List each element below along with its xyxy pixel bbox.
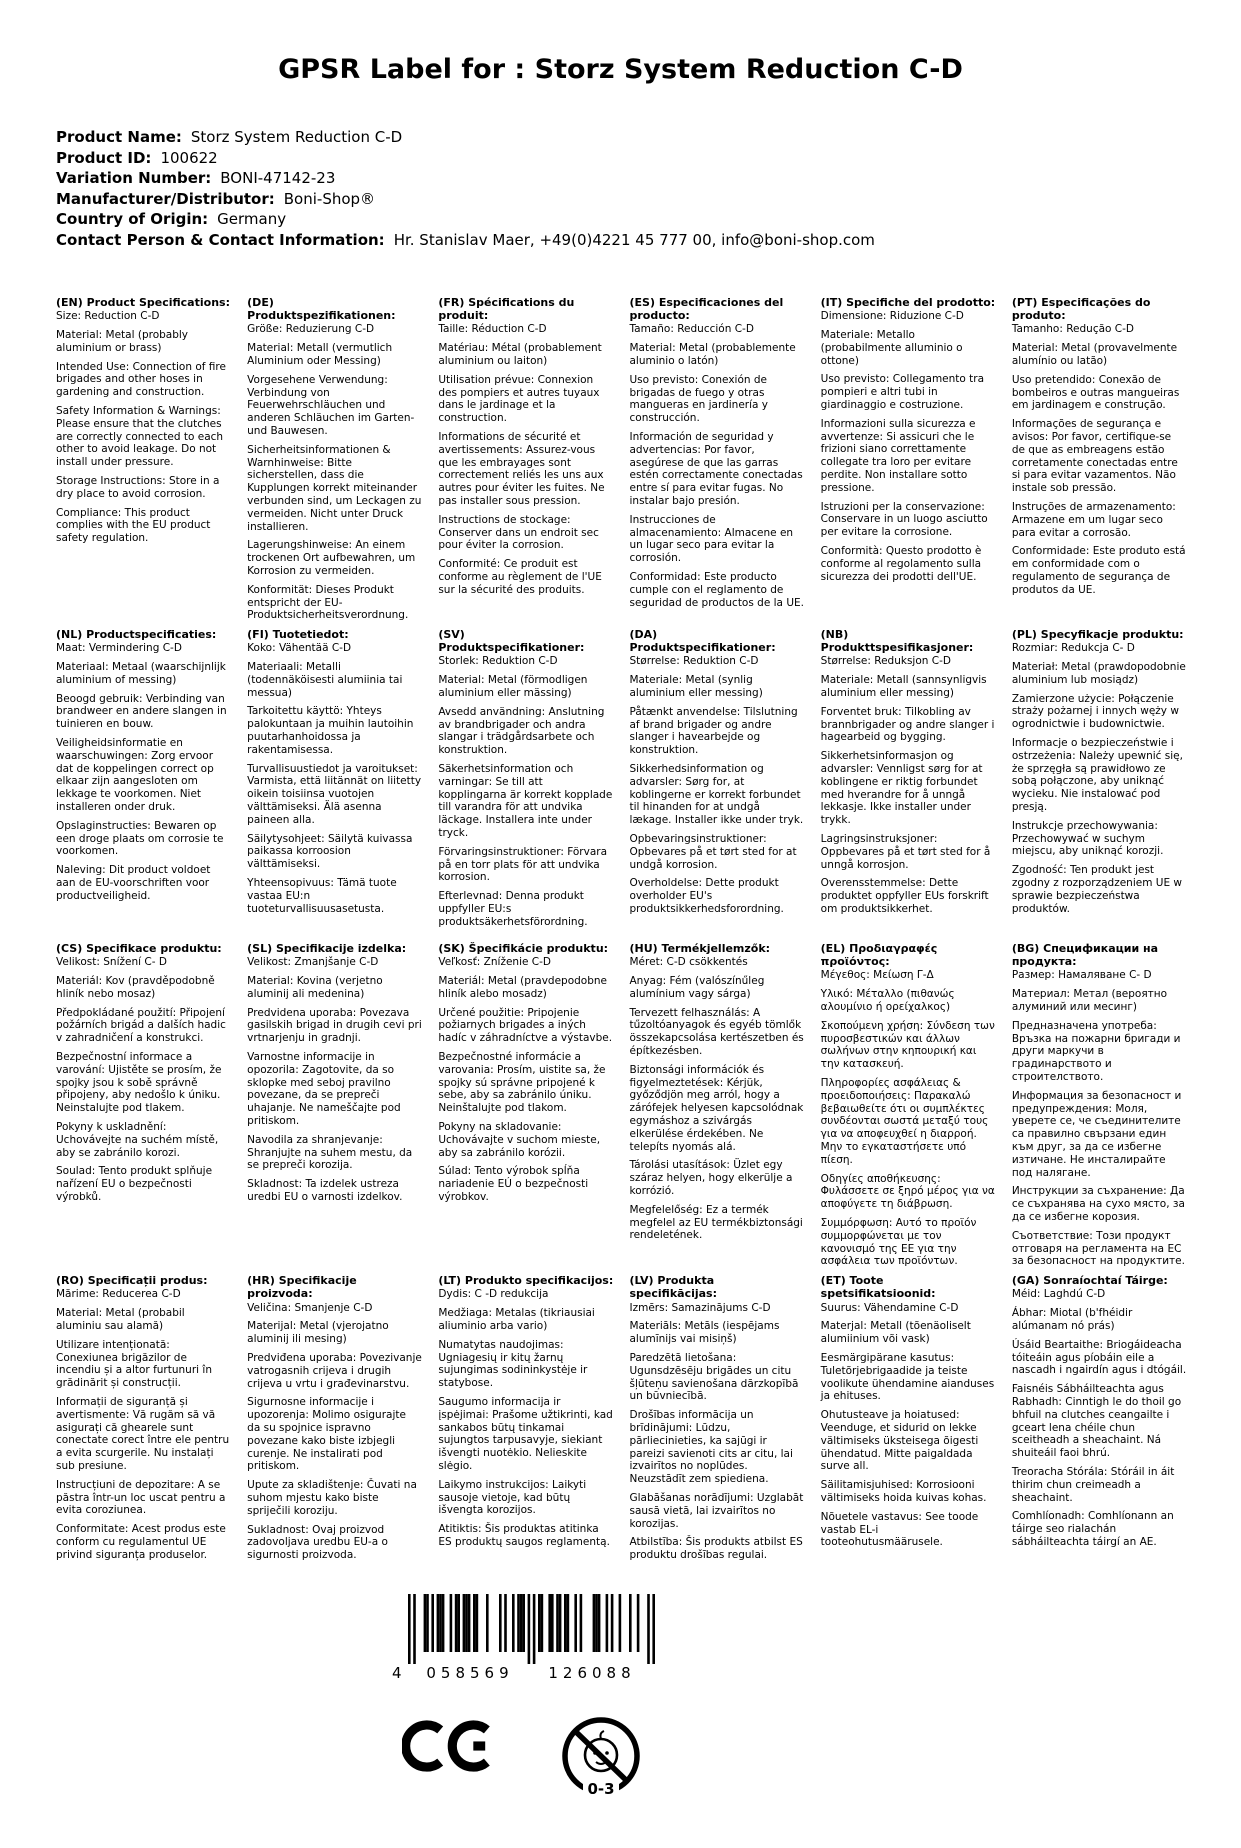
spec-paragraph: Tárolási utasítások: Üzlet egy száraz helyen, hogy elkerülje a korrózió. — [629, 1159, 793, 1198]
spec-paragraph: Materiāls: Metāls (iespējams alumīnijs vai misiņš) — [629, 1320, 780, 1346]
language-block-pt — [1012, 296, 1187, 603]
language-block-title: (HU) Termékjellemzők: — [629, 942, 771, 956]
spec-paragraph: Materiál: Kov (pravděpodobně hliník nebo mosaz) — [56, 975, 215, 1000]
spec-paragraph: Izmērs: Samazinājums C-D — [629, 1301, 771, 1314]
language-block-sk — [438, 942, 613, 1210]
spec-paragraph: Upute za skladištenje: Čuvati na suhom mjestu kako biste spriječili koroziju. — [247, 1479, 417, 1517]
spec-paragraph: Úsáid Beartaithe: Briogáideacha tóiteáin agus píobáin eile a nascadh i ngairdín agus i dtógáil. — [1011, 1338, 1187, 1377]
spec-paragraph: Istruzioni per la conservazione: Conservare in un luogo asciutto per evitare la corrosione. — [820, 500, 988, 539]
product-info-row — [56, 189, 1241, 210]
spec-paragraph: Bezpečnostní informace a varování: Ujistěte se prosím, že spojky jsou k sobě správně připojeny, aby nedošlo k úniku. Neinstalujte pod tlakem. — [56, 1051, 222, 1115]
spec-paragraph: Overholdelse: Dette produkt overholder EU's produktsikkerhedsforordning. — [629, 877, 784, 916]
language-block-title: (LT) Produkto specifikacijos: — [438, 1274, 614, 1288]
spec-paragraph: Съответствие: Този продукт отговаря на регламента на ЕС за безопасност на продуктите. — [1011, 1229, 1185, 1268]
spec-paragraph: Comhlíonadh: Comhlíonann an táirge seo rialachán sábháilteachta táirgí an AE. — [1011, 1510, 1174, 1548]
spec-paragraph: Sigurnosne informacije i upozorenja: Molimo osigurajte da su spojnice ispravno povezane kako biste izbjegli curenje. Ne instalirati pod pritiskom. — [247, 1396, 406, 1473]
spec-paragraph: Größe: Reduzierung C-D — [247, 323, 375, 336]
language-block-title: (LV) Produkta specifikācijas: — [629, 1274, 717, 1301]
spec-paragraph: Materijal: Metal (vjerojatno aluminij ili mesing) — [247, 1320, 389, 1346]
spec-paragraph: Nõuetele vastavus: See toode vastab EL-i tooteohutusmäärusele. — [820, 1510, 979, 1549]
spec-paragraph: Velikost: Snížení C- D — [56, 956, 167, 969]
language-block-da — [630, 628, 805, 922]
spec-paragraph: Instrucciones de almacenamiento: Almacene en un lugar seco para evitar la corrosión. — [629, 513, 794, 565]
spec-paragraph: Súlad: Tento výrobok spĺňa nariadenie EÚ o bezpečnosti výrobkov. — [438, 1165, 589, 1204]
spec-paragraph: Beoogd gebruik: Verbinding van brandweer en andere slangen in tuinieren en bouw. — [56, 692, 227, 731]
language-block-lt — [438, 1274, 613, 1555]
spec-paragraph: Pokyny na skladovanie: Uchovávajte v suchom mieste, aby sa zabránilo korózii. — [438, 1121, 601, 1159]
language-block-lv — [630, 1274, 805, 1568]
spec-paragraph: Skladnost: Ta izdelek ustreza uredbi EU o varnosti izdelkov. — [247, 1178, 403, 1204]
language-block-nl — [56, 628, 231, 909]
language-block-title: (PT) Especificações do produto: — [1011, 296, 1151, 323]
product-info-row — [56, 209, 1241, 230]
spec-paragraph: Informations de sécurité et avertissements: Assurez-vous que les embrayages sont correctement reliés les uns aux autres pour éviter les fuites. Ne pas installer sous pression. — [438, 430, 605, 507]
language-block-title: (SK) Špecifikácie produktu: — [438, 942, 609, 956]
spec-paragraph: Intended Use: Connection of fire brigades and other hoses in gardening and construction. — [56, 360, 226, 399]
spec-paragraph: Predvidena uporaba: Povezava gasilskih brigad in drugih cevi pri vrtnarjenju in gradnji. — [247, 1006, 422, 1045]
spec-paragraph: Säilitamisjuhised: Korrosiooni vältimiseks hoida kuivas kohas. — [820, 1479, 987, 1504]
spec-paragraph: Sukladnost: Ovaj proizvod zadovoljava uredbu EU-a o sigurnosti proizvoda. — [247, 1523, 388, 1562]
spec-paragraph: Påtænkt anvendelse: Tilslutning af brand brigader og andre slanger i havearbejde og konstruktion. — [629, 705, 798, 757]
spec-paragraph: Uso previsto: Collegamento tra pompieri e altri tubi in giardinaggio e costruzione. — [820, 373, 985, 411]
spec-paragraph: Materiál: Metal (pravdepodobne hliník alebo mosadz) — [438, 975, 607, 1000]
product-info-value: BONI-47142-23 — [220, 169, 336, 187]
spec-paragraph: Material: Kovina (verjetno aluminij ali medenina) — [247, 975, 383, 1000]
spec-paragraph: Vorgesehene Verwendung: Verbindung von Feuerwehrschläuchen und anderen Schläuchen im Garten- und Bauwesen. — [247, 373, 415, 437]
spec-paragraph: Materiaali: Metalli (todennäköisesti alumiinia tai messua) — [247, 661, 403, 699]
spec-paragraph: Συμμόρφωση: Αυτό το προϊόν συμμορφώνεται με τον κανονισμό της ΕΕ για την ασφάλεια των προϊόντων. — [820, 1217, 977, 1268]
language-block-hr — [247, 1274, 422, 1568]
spec-paragraph: Μέγεθος: Μείωση Γ-Δ — [820, 969, 934, 982]
language-block-title: (NL) Productspecificaties: — [56, 628, 217, 642]
spec-paragraph: Megfelelőség: Ez a termék megfelel az EU termékbiztonsági rendeletének. — [629, 1203, 803, 1242]
spec-paragraph: Utilizare intenționată: Conexiunea brigăzilor de incendiu și a altor furtunuri în grădinărit și construcții. — [56, 1338, 212, 1390]
spec-paragraph: Tervezett felhasználás: A tűzoltóanyagok és egyéb tömlők összekapcsolása kertészetben és építkezésben. — [629, 1006, 804, 1058]
spec-paragraph: Conformidade: Este produto está em conformidade com o regulamento de segurança de produtos da UE. — [1011, 545, 1186, 596]
spec-paragraph: Soulad: Tento produkt splňuje nařízení EU o bezpečnosti výrobků. — [56, 1165, 213, 1204]
language-block-title: (EN) Product Specifications: — [56, 296, 230, 309]
spec-paragraph: Sikkerhedsinformation og advarsler: Sørg for, at koblingerne er korrekt forbundet til hinanden for at undgå lækage. Installer ikke under tryk. — [629, 763, 804, 827]
language-block-ro — [56, 1274, 231, 1567]
spec-paragraph: Koko: Vähentää C-D — [247, 642, 352, 655]
spec-paragraph: Материал: Метал (вероятно алуминий или месинг) — [1011, 988, 1168, 1014]
product-info-label: Variation Number: — [56, 169, 212, 187]
spec-paragraph: Materjal: Metall (tõenäoliselt alumiinium või vask) — [820, 1320, 971, 1346]
language-block-pl — [1012, 628, 1187, 921]
age-warning-label: 0-3 — [587, 1780, 615, 1799]
spec-paragraph: Glabāšanas norādījumi: Uzglabāt sausā vietā, lai izvairītos no korozijas. — [629, 1491, 804, 1530]
product-info-label: Product Name: — [56, 128, 182, 146]
product-info-label: Contact Person & Contact Information: — [56, 230, 385, 249]
spec-paragraph: Conformidad: Este producto cumple con el reglamento de seguridad de productos de la UE. — [629, 570, 804, 609]
spec-paragraph: Materiale: Metallo (probabilmente alluminio o ottone) — [820, 328, 963, 367]
spec-paragraph: Storlek: Reduktion C-D — [438, 655, 558, 668]
age-warning-0-3-icon — [560, 1714, 642, 1800]
spec-paragraph: Veiligheidsinformatie en waarschuwingen: Zorg ervoor dat de koppelingen correct op elkaar zijn aangesloten om lekkage te voorkomen. Niet installeren onder druk. — [56, 737, 214, 814]
spec-paragraph: Méret: C-D csökkentés — [629, 956, 748, 969]
spec-paragraph: Yhteensopivuus: Tämä tuote vastaa EU:n tuoteturvallisuusasetusta. — [247, 877, 397, 915]
product-info — [56, 127, 1241, 250]
spec-paragraph: Materiale: Metal (synlig aluminium eller messing) — [629, 674, 763, 700]
product-info-label: Country of Origin: — [56, 210, 209, 228]
spec-paragraph: Materiale: Metall (sannsynligvis aluminium eller messing) — [820, 674, 987, 700]
spec-paragraph: Uso pretendido: Conexão de bombeiros e outras mangueiras em jardinagem e construção. — [1011, 373, 1180, 412]
language-block-ga — [1012, 1274, 1187, 1555]
spec-paragraph: Instrukcje przechowywania: Przechowywać w suchym miejscu, aby uniknąć korozji. — [1011, 819, 1164, 858]
spec-paragraph: Efterlevnad: Denna produkt uppfyller EU:s produktsäkerhetsförordning. — [438, 890, 588, 928]
spec-paragraph: Určené použitie: Pripojenie požiarnych brigades a iných hadíc v záhradníctve a výstavbe. — [438, 1006, 613, 1045]
compliance-marks — [402, 1714, 712, 1848]
language-block-title: (DE) Produktspezifikationen: — [247, 296, 396, 323]
spec-paragraph: Eesmärgipärane kasutus: Tuletõrjebrigaadide ja teiste voolikute ühendamine aianduses ja ehituses. — [820, 1351, 995, 1403]
spec-paragraph: Размер: Намаляване C- D — [1011, 969, 1152, 982]
language-block-cs — [56, 942, 231, 1210]
spec-paragraph: Størrelse: Reduktion C-D — [629, 655, 759, 668]
spec-paragraph: Dimensione: Riduzione C-D — [820, 310, 964, 323]
spec-paragraph: Bezpečnostné informácie a varovania: Prosím, uistite sa, že spojky sú správne pripojené k sebe, aby sa zabránilo úniku. Neinštalujte pod tlakom. — [438, 1051, 606, 1115]
spec-paragraph: Varnostne informacije in opozorila: Zagotovite, da so sklopke med seboj pravilno povezane, da se prepreči uhajanje. Ne nameščajte pod pritiskom. — [247, 1051, 401, 1128]
spec-paragraph: Ohutusteave ja hoiatused: Veenduge, et sidurid on lekke vältimiseks üksteisega õigesti ühendatud. Mitte paigaldada surve all. — [820, 1409, 979, 1473]
spec-paragraph: Utilisation prévue: Connexion des pompiers et autres tuyaux dans le jardinage et la construction. — [438, 373, 600, 425]
language-block-title: (DA) Produktspecifikationer: — [629, 628, 776, 655]
spec-paragraph: Rozmiar: Redukcja C- D — [1011, 642, 1135, 655]
footer-marks — [392, 1594, 712, 1848]
language-block-title: (NB) Produkttspesifikasjoner: — [820, 628, 974, 655]
product-info-label: Manufacturer/Distributor: — [56, 189, 275, 208]
spec-paragraph: Navodila za shranjevanje: Shranjujte na suhem mestu, da se prepreči korozija. — [247, 1133, 413, 1172]
spec-paragraph: Tarkoitettu käyttö: Yhteys palokuntaan ja muihin lautoihin puutarhanhoidossa ja rakentamisessa. — [247, 705, 414, 756]
spec-paragraph: Maat: Vermindering C-D — [56, 642, 182, 655]
spec-paragraph: Säkerhetsinformation och varningar: Se till att kopplingarna är korrekt kopplade till varandra för att undvika läckage. Installera inte under tryck. — [438, 763, 613, 840]
language-block-title: (GA) Sonraíochtaí Táirge: — [1011, 1274, 1168, 1288]
spec-paragraph: Instruções de armazenamento: Armazene em um lugar seco para evitar a corrosão. — [1011, 500, 1176, 539]
spec-paragraph: Materiaal: Metaal (waarschijnlijk aluminium of messing) — [56, 661, 226, 686]
language-block-el — [821, 942, 996, 1274]
spec-paragraph: Size: Reduction C-D — [56, 310, 160, 323]
barcode-group1: 058569 — [426, 1664, 514, 1683]
spec-paragraph: Naleving: Dit product voldoet aan de EU-voorschriften voor productveiligheid. — [56, 864, 211, 902]
spec-paragraph: Laikymo instrukcijos: Laikyti sausoje vietoje, kad būtų išvengta korozijos. — [438, 1478, 587, 1517]
spec-paragraph: Zamierzone użycie: Połączenie straży pożarnej i innych węży w ogrodnictwie i budownictwie. — [1011, 692, 1179, 731]
spec-paragraph: Anyag: Fém (valószínűleg alumínium vagy sárga) — [629, 975, 765, 1000]
spec-paragraph: Förvaringsinstruktioner: Förvara på en torr plats för att undvika korrosion. — [438, 845, 608, 884]
language-block-title: (SL) Specifikacije izdelka: — [247, 942, 407, 956]
language-block-sv — [438, 628, 613, 935]
spec-paragraph: Storage Instructions: Store in a dry place to avoid corrosion. — [56, 474, 220, 500]
language-block-de — [247, 296, 422, 628]
spec-paragraph: Overensstemmelse: Dette produktet oppfyller EUs forskrift om produktsikkerhet. — [820, 877, 989, 916]
ce-mark-icon — [402, 1714, 498, 1778]
language-block-title: (PL) Specyfikacje produktu: — [1011, 628, 1184, 642]
spec-paragraph: Taille: Réduction C-D — [438, 323, 547, 336]
language-block-title: (ET) Toote spetsifikatsioonid: — [820, 1274, 936, 1301]
spec-paragraph: Säilytysohjeet: Säilytä kuivassa paikassa korroosion välttämiseksi. — [247, 832, 413, 871]
spec-paragraph: Informații de siguranță și avertismente: Vă rugăm să vă asigurați că ghearele sunt conectate corect între ele pentru a evita scurgerile. Nu instalați sub presiune. — [56, 1395, 230, 1472]
ean-barcode — [392, 1594, 664, 1688]
language-block-hu — [630, 942, 805, 1248]
product-info-value: Boni-Shop® — [283, 189, 376, 208]
spec-paragraph: Biztonsági információk és figyelmeztetések: Kérjük, győződjön meg arról, hogy a zárófejek helyesen kapcsolódnak egymáshoz a szivárgás elkerülése érdekében. Ne telepíts nyomás alá. — [629, 1063, 804, 1153]
spec-paragraph: Paredzētā lietošana: Ugunsdzēsēju brigādes un citu šļūteņu savienošana dārzkopībā un būvniecībā. — [629, 1351, 799, 1403]
spec-paragraph: Størrelse: Reduksjon C-D — [820, 655, 951, 668]
language-block-it — [821, 296, 996, 589]
spec-paragraph: Предназначена употреба: Връзка на пожарни бригади и други маркучи в градинарството и строителството. — [1011, 1019, 1181, 1084]
spec-paragraph: Sicherheitsinformationen & Warnhinweise: Bitte sicherstellen, dass die Kupplungen korrekt miteinander verbunden sind, um Leckagen zu vermeiden. Nicht unter Druck installieren. — [247, 443, 422, 533]
spec-paragraph: Tamaño: Reducción C-D — [629, 323, 754, 336]
spec-paragraph: Material: Metall (vermutlich Aluminium oder Messing) — [247, 342, 393, 367]
spec-paragraph: Velikost: Zmanjšanje C-D — [247, 956, 379, 969]
spec-paragraph: Sikkerhetsinformasjon og advarsler: Vennligst sørg for at koblingene er riktig forbundet med hverandre for å unngå lekkasje. Ikke installer under trykk. — [820, 750, 983, 827]
spec-paragraph: Инструкции за съхранение: Да се съхранява на сухо място, за да се избегне корозия. — [1011, 1185, 1185, 1224]
spec-paragraph: Turvallisuustiedot ja varoitukset: Varmista, että liitännät on liitetty oikein toisiinsa vuotojen välttämiseksi. Älä asenna paineen alla. — [247, 762, 422, 826]
language-block-title: (SV) Produktspecifikationer: — [438, 628, 585, 655]
language-block-title: (ES) Especificaciones del producto: — [629, 296, 784, 323]
product-info-value: Hr. Stanislav Maer, +49(0)4221 45 777 00, info@boni-shop.com — [393, 230, 875, 249]
barcode-lead-digit: 4 — [392, 1664, 402, 1683]
language-block-sl — [247, 942, 422, 1210]
spec-paragraph: Predviđena uporaba: Povezivanje vatrogasnih crijeva i drugih crijeva u vrtu i građevinarstvu. — [247, 1351, 422, 1390]
product-info-row — [56, 168, 1241, 189]
product-info-row — [56, 230, 1241, 251]
spec-paragraph: Tamanho: Redução C-D — [1011, 323, 1134, 336]
spec-paragraph: Konformität: Dieses Produkt entspricht der EU-Produktsicherheitsverordnung. — [247, 583, 409, 622]
spec-paragraph: Υλικό: Μέταλλο (πιθανώς αλουμίνιο ή ορείχαλκος) — [820, 988, 955, 1014]
product-info-row — [56, 148, 1241, 169]
language-block-title: (BG) Спецификации на продукта: — [1011, 942, 1159, 969]
product-info-label: Product ID: — [56, 148, 152, 167]
spec-paragraph: Σκοπούμενη χρήση: Σύνδεση των πυροσβεστικών και άλλων σωλήνων στην κηπουρική και την κατασκευή. — [820, 1019, 995, 1071]
barcode-group2: 126088 — [548, 1664, 636, 1683]
spec-paragraph: Pokyny k uskladnění: Uchovávejte na suchém místě, aby se zabránilo korozi. — [56, 1121, 219, 1159]
language-specs-grid — [56, 296, 1187, 1588]
language-block-fi — [247, 628, 422, 921]
language-block-fr — [438, 296, 613, 603]
spec-paragraph: Lagringsinstruksjoner: Oppbevares på et tørt sted for å unngå korrosjon. — [820, 833, 991, 871]
spec-paragraph: Veličina: Smanjenje C-D — [247, 1301, 373, 1314]
spec-paragraph: Safety Information & Warnings: Please ensure that the clutches are correctly connected to each other to avoid leakage. Do not install under pressure. — [56, 404, 224, 469]
spec-paragraph: Conformité: Ce produit est conforme au règlement de l'UE sur la sécurité des produits. — [438, 558, 602, 596]
spec-paragraph: Instructions de stockage: Conserver dans un endroit sec pour éviter la corrosion. — [438, 513, 599, 552]
language-block-title: (FR) Spécifications du produit: — [438, 296, 575, 323]
language-block-title: (CS) Specifikace produktu: — [56, 942, 222, 956]
page-title: GPSR Label for : Storz System Reduction C-D — [278, 54, 963, 85]
spec-paragraph: Opbevaringsinstruktioner: Opbevares på et tørt sted for at undgå korrosion. — [629, 833, 797, 871]
spec-paragraph: Avsedd användning: Anslutning av brandbrigader och andra slangar i trädgårdsarbete och konstruktion. — [438, 705, 605, 757]
spec-paragraph: Informazioni sulla sicurezza e avvertenze: Si assicuri che le frizioni siano correttamente collegate tra loro per evitare perdite. Non installare sotto pressione. — [820, 417, 976, 494]
product-info-value: Storz System Reduction C-D — [190, 128, 403, 146]
product-info-row — [56, 127, 1241, 148]
spec-paragraph: Material: Metal (probabil aluminiu sau alamă) — [56, 1307, 185, 1332]
spec-paragraph: Información de seguridad y advertencias: Por favor, asegúrese de que las garras estén correctamente conectadas entre sí para evitar fugas. No instalar bajo presión. — [629, 430, 803, 507]
language-block-et — [821, 1274, 996, 1555]
language-block-es — [630, 296, 805, 615]
spec-paragraph: Faisnéis Sábháilteachta agus Rabhadh: Cinntigh le do thoil go bhfuil na clutches ceangailte i gceart lena chéile chun sceitheadh a sheachaint. Ná shuiteáil faoi bhrú. — [1011, 1383, 1182, 1460]
spec-paragraph: Ábhar: Miotal (b'fhéidir alúmanam nó prás) — [1011, 1307, 1133, 1332]
spec-paragraph: Předpokládané použití: Připojení požárních brigád a dalších hadic v zahradničení a konstrukci. — [56, 1006, 226, 1045]
spec-paragraph: Informações de segurança e avisos: Por favor, certifique-se de que as embreagens estão corretamente conectadas entre si para evitar vazamentos. Não instale sob pressão. — [1011, 418, 1178, 495]
spec-paragraph: Treoracha Stórála: Stóráil in áit thirim chun creimeadh a sheachaint. — [1011, 1465, 1175, 1504]
language-block-bg — [1012, 942, 1187, 1274]
language-block-nb — [821, 628, 996, 922]
spec-paragraph: Lagerungshinweise: An einem trockenen Ort aufbewahren, um Korrosion zu vermeiden. — [247, 539, 416, 577]
spec-paragraph: Zgodność: Ten produkt jest zgodny z rozporządzeniem UE w sprawie bezpieczeństwa produktów. — [1011, 864, 1183, 915]
spec-paragraph: Informacje o bezpieczeństwie i ostrzeżenia: Należy upewnić się, że sprzęgła są prawidłowo ze sobą połączone, aby uniknąć wycieku. Nie instalować pod presją. — [1011, 737, 1183, 814]
spec-paragraph: Conformità: Questo prodotto è conforme al regolamento sulla sicurezza dei prodotti dell'UE. — [820, 544, 982, 583]
product-info-value: Germany — [217, 210, 287, 228]
spec-paragraph: Material: Metal (förmodligen aluminium eller mässing) — [438, 674, 588, 700]
language-block-title: (FI) Tuotetiedot: — [247, 628, 349, 642]
spec-paragraph: Opslaginstructies: Bewaren op een droge plaats om corrosie te voorkomen. — [56, 819, 224, 858]
spec-paragraph: Instrucțiuni de depozitare: A se păstra într-un loc uscat pentru a evita coroziunea. — [56, 1478, 226, 1517]
spec-paragraph: Veľkosť: Zníženie C-D — [438, 956, 551, 969]
spec-paragraph: Πληροφορίες ασφάλειας & προειδοποιήσεις: Παρακαλώ βεβαιωθείτε ότι οι συμπλέκτες συνδέονται σωστά μεταξύ τους για να αποφευχθεί η διαρροή. Μην το εγκαταστήσετε υπό πίεση. — [820, 1077, 989, 1166]
ean-barcode-bars-icon — [392, 1594, 664, 1666]
spec-paragraph: Matériau: Métal (probablement aluminium ou laiton) — [438, 342, 602, 367]
spec-paragraph: Οδηγίες αποθήκευσης: Φυλάσσετε σε ξηρό μέρος για να αποφύγετε τη διάβρωση. — [820, 1172, 995, 1211]
spec-paragraph: Drošības informācija un brīdinājumi: Lūdzu, pārliecinieties, ka sajūgi ir pareizi savienoti cits ar citu, lai izvairītos no noplūdes. Neuzstādīt zem spiediena. — [629, 1409, 793, 1486]
spec-paragraph: Информация за безопасност и предупреждения: Моля, уверете се, че съединителите са правилно свързани един към друг, за да се избегне изтичане. Не инсталирайте под налягане. — [1011, 1089, 1182, 1179]
spec-paragraph: Forventet bruk: Tilkobling av brannbrigader og andre slanger i hagearbeid og bygging. — [820, 705, 995, 744]
spec-paragraph: Atitiktis: Šis produktas atitinka ES produktų saugos reglamentą. — [438, 1523, 610, 1548]
product-info-value: 100622 — [160, 148, 218, 167]
spec-paragraph: Dydis: C -D redukcija — [438, 1288, 549, 1301]
spec-paragraph: Material: Metal (probably aluminium or brass) — [56, 328, 189, 354]
spec-paragraph: Méid: Laghdú C-D — [1011, 1288, 1106, 1301]
spec-paragraph: Atbilstība: Šis produkts atbilst ES produktu drošības regulai. — [629, 1536, 803, 1562]
spec-paragraph: Conformitate: Acest produs este conform cu regulamentul UE privind siguranța produselor. — [56, 1523, 226, 1561]
language-block-title: (IT) Specifiche del prodotto: — [820, 296, 996, 309]
spec-paragraph: Mărime: Reducerea C-D — [56, 1288, 181, 1301]
spec-paragraph: Material: Metal (provavelmente alumínio ou latão) — [1011, 342, 1178, 367]
spec-paragraph: Materiał: Metal (prawdopodobnie aluminium lub mosiądz) — [1011, 661, 1186, 686]
spec-paragraph: Compliance: This product complies with the EU product safety regulation. — [56, 506, 211, 545]
language-block-title: (HR) Specifikacije proizvoda: — [247, 1274, 357, 1301]
spec-paragraph: Saugumo informacija ir įspėjimai: Prašome užtikrinti, kad sankabos būtų tinkamai sujungtos tarpusavyje, siekiant išvengti nuotėkio. Nelieskite slėgio. — [438, 1395, 613, 1472]
spec-paragraph: Numatytas naudojimas: Ugniagesių ir kitų žarnų sujungimas sodininkystėje ir statybose. — [438, 1338, 588, 1390]
language-block-title: (RO) Specificații produs: — [56, 1274, 208, 1288]
spec-paragraph: Suurus: Vähendamine C-D — [820, 1301, 959, 1314]
spec-paragraph: Material: Metal (probablemente aluminio o latón) — [629, 342, 796, 367]
spec-paragraph: Uso previsto: Conexión de brigadas de fuego y otras mangueras en jardinería y construcción. — [629, 373, 769, 425]
language-block-title: (EL) Προδιαγραφές προϊόντος: — [820, 942, 938, 969]
spec-paragraph: Medžiaga: Metalas (tikriausiai aliuminio arba vario) — [438, 1307, 595, 1332]
language-block-en — [56, 296, 231, 551]
